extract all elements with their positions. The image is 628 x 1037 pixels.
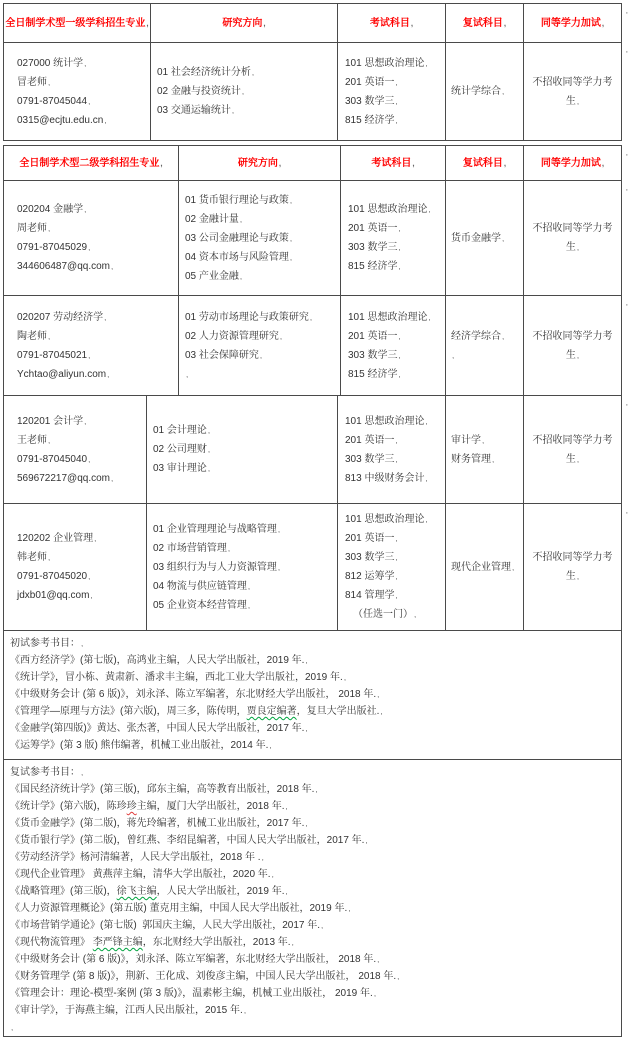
- directions-cell: [147, 504, 338, 631]
- retest-subject-cell: [446, 43, 524, 141]
- exam-subject: 201 英语一 ,: [348, 327, 445, 346]
- header-label: 研究方向 ,: [222, 14, 265, 33]
- exam-subject: 815 经济学 ,: [348, 257, 445, 276]
- directions-cell: [179, 296, 341, 396]
- book-line: [10, 883, 621, 900]
- header-cell-exams: [338, 4, 446, 43]
- header-label: 复试科目 ,: [463, 14, 506, 33]
- direction-item: 04 物流与供应链管理 ,: [153, 577, 337, 596]
- direction-item: 01 货币银行理论与政策 ,: [185, 191, 340, 210]
- exam-subject: 812 运筹学 ,: [345, 567, 445, 586]
- book-line: [10, 781, 621, 798]
- directions-cell: [147, 396, 338, 504]
- header-label: 同等学力加试 ,: [541, 14, 604, 33]
- direction-item: 03 组织行为与人力资源管理 ,: [153, 558, 337, 577]
- exam-subject: 303 数学三 ,: [345, 92, 445, 111]
- contact-email: 344606487@qq.com ,: [17, 257, 178, 276]
- retest-subject: 统计学综合 ,: [451, 82, 523, 101]
- exam-subject: 101 思想政治理论 ,: [345, 510, 445, 529]
- book-text: 《货币金融学》(第二版)，蒋先玲编著，机械工业出版社，2017 年.: [10, 818, 305, 829]
- table-second-level-disciplines: [3, 145, 622, 631]
- direction-item: 03 社会保障研究 ,: [185, 346, 340, 365]
- header-label: 复试科目 ,: [463, 154, 506, 173]
- direction-item: 01 社会经济统计分析 ,: [157, 63, 337, 82]
- header-label: 研究方向 ,: [238, 154, 281, 173]
- directions-cell: [151, 43, 338, 141]
- exam-subject: 303 数学三 ,: [348, 346, 445, 365]
- book-line: [10, 917, 621, 934]
- program-cell: [4, 181, 179, 296]
- addtest-note: 不招收同等学力考生 ,: [531, 73, 614, 111]
- exam-subject: 815 经济学 ,: [348, 365, 445, 384]
- book-line: [10, 669, 621, 686]
- contact-teacher: 韩老师 ,: [17, 548, 146, 567]
- direction-item: 05 企业资本经营管理 ,: [153, 596, 337, 615]
- header-cell-exams: [341, 146, 446, 181]
- exam-subject: 303 数学三 ,: [345, 548, 445, 567]
- direction-item: 01 企业管理理论与战略管理 ,: [153, 520, 337, 539]
- book-text: 《人力资源管理概论》(第五版) 董克用主编，中国人民大学出版社，2019 年.: [10, 903, 348, 914]
- contact-email: 569672217@qq.com ,: [17, 469, 146, 488]
- book-line: [10, 968, 621, 985]
- book-text: 《现代企业管理》 黄燕萍主编，清华大学出版社，2020 年.: [10, 869, 271, 880]
- table-row-finance: [4, 181, 622, 296]
- book-text: 《中级财务会计 (第 6 版)》，刘永泽、陈立军编著，东北财经大学出版社， 2018 年.: [10, 954, 377, 965]
- book-line: [10, 985, 621, 1002]
- program-code-name: 027000 统计学 ,: [17, 54, 150, 73]
- book-line: [10, 703, 621, 720]
- book-line: [10, 934, 621, 951]
- book-line: [10, 900, 621, 917]
- book-text: 《管理学—原理与方法》(第六版)，周三多，陈传明，: [10, 706, 247, 717]
- contact-teacher: 陶老师 ,: [17, 327, 178, 346]
- addtest-cell: [524, 181, 622, 296]
- header-label: 全日制学术型一级学科招生专业 ,: [5, 14, 148, 33]
- addtest-cell: [524, 396, 622, 504]
- retest-reading-list-books: [10, 781, 621, 1019]
- book-text: 《劳动经济学》杨河清编著，人民大学出版社，2018 年 .: [10, 852, 261, 863]
- table1-header-row: [4, 4, 622, 43]
- retest-subject: 审计学 ,: [451, 431, 523, 450]
- book-text: 《审计学》，于海燕主编，江西人民出版社，2015 年.: [10, 1005, 243, 1016]
- book-text: 《西方经济学》(第七版)，高鸿业主编，人民大学出版社，2019 年.: [10, 655, 305, 666]
- exam-subject: 814 管理学 ,: [345, 586, 445, 605]
- book-text: 《货币银行学》(第二版)，曾红燕、李绍昆编著，中国人民大学出版社，2017 年.: [10, 835, 365, 846]
- exam-subject-note: （任选一门） ,: [345, 605, 445, 624]
- retest-subject: 货币金融学 ,: [451, 229, 523, 248]
- exam-subjects-cell: [341, 296, 446, 396]
- program-cell: [4, 296, 179, 396]
- contact-phone: 0791-87045044 ,: [17, 92, 150, 111]
- contact-phone: 0791-87045040 ,: [17, 450, 146, 469]
- retest-subject: 现代企业管理 ,: [451, 558, 523, 577]
- program-code-name: 020204 金融学 ,: [17, 200, 178, 219]
- direction-item: 02 金融与投资统计 ,: [157, 82, 337, 101]
- exam-subject: 303 数学三 ,: [348, 238, 445, 257]
- retest-subject-cell: [446, 396, 524, 504]
- contact-teacher: 王老师 ,: [17, 431, 146, 450]
- exam-subject: 101 思想政治理论 ,: [345, 412, 445, 431]
- book-text: 《管理会计：理论-模型-案例 (第 3 版)》，温素彬主编，机械工业出版社， 2019 年.: [10, 988, 373, 999]
- table2-header-row: [4, 146, 622, 181]
- retest-subject: 财务管理 ,: [451, 450, 523, 469]
- proofing-marked-text: 李严锋主编: [92, 937, 143, 948]
- empty-line: [10, 1019, 621, 1036]
- program-code-name: 120201 会计学 ,: [17, 412, 146, 431]
- program-code-name: 120202 企业管理 ,: [17, 529, 146, 548]
- empty-line: [185, 365, 340, 384]
- table-first-level-disciplines: [3, 3, 622, 141]
- retest-subject-cell: [446, 296, 524, 396]
- retest-subject: 经济学综合 ,: [451, 327, 523, 346]
- header-label: 考试科目 ,: [370, 14, 413, 33]
- direction-item: 04 资本市场与风险管理 ,: [185, 248, 340, 267]
- book-text: 《现代物流管理》: [10, 937, 93, 948]
- book-text: 《市场营销学通论》(第七版) 郭国庆主编，人民大学出版社，2017 年.: [10, 920, 321, 931]
- program-cell: [4, 396, 147, 504]
- header-label: 考试科目 ,: [371, 154, 414, 173]
- book-text: 《运筹学》(第 3 版) 熊伟编著，机械工业出版社，2014 年.: [10, 740, 269, 751]
- table-row-statistics: [4, 43, 622, 141]
- table-row-accounting: [4, 396, 622, 504]
- book-text: 《财务管理学 (第 8 版)》，荆新、王化成、刘俊彦主编，中国人民大学出版社， 2018 年.: [10, 971, 397, 982]
- header-cell-retest: [446, 4, 524, 43]
- header-cell-addtest: [524, 4, 622, 43]
- initial-reading-list-cell: [3, 631, 622, 760]
- direction-item: 05 产业金融 ,: [185, 267, 340, 286]
- header-cell-directions: [179, 146, 341, 181]
- exam-subject: 201 英语一 ,: [345, 73, 445, 92]
- empty-line: [451, 346, 523, 365]
- contact-phone: 0791-87045020 ,: [17, 567, 146, 586]
- proofing-marked-text: 贾良定编著: [246, 706, 297, 717]
- contact-teacher: 周老师 ,: [17, 219, 178, 238]
- table-row-business-management: [4, 504, 622, 631]
- direction-item: 02 人力资源管理研究 ,: [185, 327, 340, 346]
- addtest-note: 不招收同等学力考生 ,: [531, 431, 614, 469]
- addtest-note: 不招收同等学力考生 ,: [531, 327, 614, 365]
- book-line: [10, 815, 621, 832]
- exam-subjects-cell: [338, 504, 446, 631]
- exam-subject: 101 思想政治理论 ,: [348, 200, 445, 219]
- contact-email: Ychtao@aliyun.com ,: [17, 365, 178, 384]
- exam-subject: 815 经济学 ,: [345, 111, 445, 130]
- contact-email: 0315@ecjtu.edu.cn ,: [17, 111, 150, 130]
- program-cell: [4, 504, 147, 631]
- exam-subject: 201 英语一 ,: [348, 219, 445, 238]
- addtest-cell: [524, 43, 622, 141]
- exam-subjects-cell: [341, 181, 446, 296]
- book-line: [10, 686, 621, 703]
- addtest-note: 不招收同等学力考生 ,: [531, 219, 614, 257]
- addtest-note: 不招收同等学力考生 ,: [531, 548, 614, 586]
- book-text: ，复旦大学出版社.: [296, 706, 380, 717]
- contact-email: jdxb01@qq.com ,: [17, 586, 146, 605]
- book-text: 主编，厦门大学出版社，2018 年.: [136, 801, 285, 812]
- program-cell: [4, 43, 151, 141]
- exam-subjects-cell: [338, 43, 446, 141]
- direction-item: 01 会计理论 ,: [153, 421, 337, 440]
- retest-reading-list-title: 复试参考书目： ,: [10, 764, 621, 781]
- book-text: 《金融学(第四版)》黄达、张杰著，中国人民大学出版社，2017 年.: [10, 723, 305, 734]
- book-line: [10, 849, 621, 866]
- contact-teacher: 冒老师 ,: [17, 73, 150, 92]
- directions-cell: [179, 181, 341, 296]
- book-line: [10, 1002, 621, 1019]
- header-cell-retest: [446, 146, 524, 181]
- book-text: ，东北财经大学出版社，2013 年.: [142, 937, 291, 948]
- table-row-labor-economics: [4, 296, 622, 396]
- exam-subject: 303 数学三 ,: [345, 450, 445, 469]
- book-line: [10, 866, 621, 883]
- direction-item: 02 公司理财 ,: [153, 440, 337, 459]
- initial-reading-list-books: [10, 652, 621, 754]
- book-line: [10, 832, 621, 849]
- header-label: 同等学力加试 ,: [541, 154, 604, 173]
- book-text: 《国民经济统计学》(第三版)，邱东主编，高等教育出版社，2018 年.: [10, 784, 315, 795]
- retest-reading-list-cell: [3, 760, 622, 1037]
- exam-subjects-cell: [338, 396, 446, 504]
- book-text: ，人民大学出版社，2019 年.: [156, 886, 285, 897]
- retest-subject-cell: [446, 504, 524, 631]
- book-text: 《统计学》(第六版)，陈珍: [10, 801, 127, 812]
- direction-item: 02 金融计量 ,: [185, 210, 340, 229]
- book-text: 《统计学》，冒小栋、黄肃新、潘求丰主编，西北工业大学出版社，2019 年.: [10, 672, 343, 683]
- header-label: 全日制学术型二级学科招生专业 ,: [19, 154, 162, 173]
- initial-reading-list-title: 初试参考书目： ,: [10, 635, 621, 652]
- header-cell-addtest: [524, 146, 622, 181]
- direction-item: 01 劳动市场理论与政策研究 ,: [185, 308, 340, 327]
- addtest-cell: [524, 504, 622, 631]
- exam-subject: 201 英语一 ,: [345, 431, 445, 450]
- header-cell-program: [4, 4, 151, 43]
- book-line: [10, 737, 621, 754]
- proofing-marked-text: 珍: [126, 801, 137, 812]
- exam-subject: 101 思想政治理论 ,: [348, 308, 445, 327]
- book-line: [10, 652, 621, 669]
- exam-subject: 101 思想政治理论 ,: [345, 54, 445, 73]
- retest-subject-cell: [446, 181, 524, 296]
- book-line: [10, 798, 621, 815]
- proofing-marked-text: 徐飞主编: [116, 886, 157, 897]
- book-line: [10, 951, 621, 968]
- header-cell-program: [4, 146, 179, 181]
- direction-item: 03 交通运输统计 ,: [157, 101, 337, 120]
- exam-subject: 201 英语一 ,: [345, 529, 445, 548]
- contact-phone: 0791-87045029 ,: [17, 238, 178, 257]
- direction-item: 03 公司金融理论与政策 ,: [185, 229, 340, 248]
- book-text: 《中级财务会计 (第 6 版)》，刘永泽、陈立军编著，东北财经大学出版社， 2018 年.: [10, 689, 377, 700]
- program-code-name: 020207 劳动经济学 ,: [17, 308, 178, 327]
- direction-item: 02 市场营销管理 ,: [153, 539, 337, 558]
- book-line: [10, 720, 621, 737]
- direction-item: 03 审计理论 ,: [153, 459, 337, 478]
- exam-subject: 813 中级财务会计 ,: [345, 469, 445, 488]
- addtest-cell: [524, 296, 622, 396]
- header-cell-directions: [151, 4, 338, 43]
- contact-phone: 0791-87045021 ,: [17, 346, 178, 365]
- book-text: 《战略管理》(第三版)，: [10, 886, 117, 897]
